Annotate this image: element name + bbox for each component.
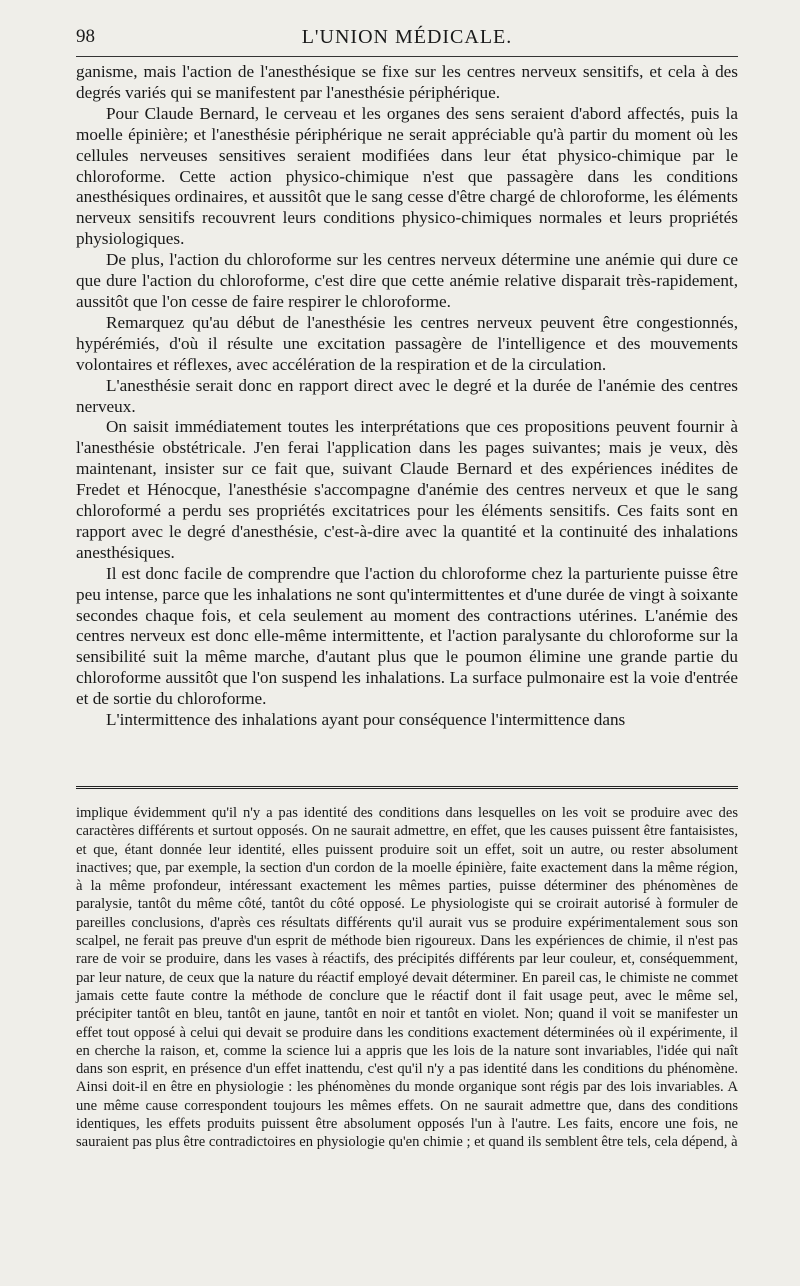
paragraph: L'anesthésie serait donc en rapport direct avec le degré et la durée de l'anémie des centres nerveux.: [76, 375, 738, 416]
header-rule: [76, 56, 738, 57]
paragraph: Remarquez qu'au début de l'anesthésie les centres nerveux peuvent être congestionnés, hypérémiés, d'où il résulte une excitation passagère de l'intelligence et des mouvements volontaires et réflexes, avec accélération de la respiration et de la circulation.: [76, 312, 738, 374]
paragraph: On saisit immédiatement toutes les interprétations que ces propositions peuvent fournir à l'anesthésie obstétricale. J'en ferai l'application dans les pages suivantes; mais je veux, dès maintenant, insister sur ce fait que, suivant Claude Bernard et des expériences inédites de Fredet et Hénocque, l'anesthésie s'accompagne d'anémie des centres nerveux et que le sang chloroformé a perdu ses propriétés excitatrices pour les éléments sensitifs. Ces faits sont en rapport avec le degré d'anesthésie, c'est-à-dire avec la quantité et la continuité des inhalations anesthésiques.: [76, 417, 738, 562]
main-text: [76, 62, 738, 731]
paragraph: Il est donc facile de comprendre que l'action du chloroforme chez la parturiente puisse être peu intense, parce que les inhalations ne sont qu'intermittentes et d'une durée de vingt à soixante secondes chaque fois, et cela seulement au moment des contractions utérines. L'anémie des centres nerveux est donc elle-même intermittente, et l'action paralysante du chloroforme sur la sensibilité suit la même marche, d'autant plus que le poumon élimine une grande partie du chloroforme aussitôt que l'on suspend les inhalations. La surface pulmonaire est la voie d'entrée et de sortie du chloroforme.: [76, 563, 738, 709]
footnote-text: implique évidemment qu'il n'y a pas identité des conditions dans lesquelles on les voit se produire avec des caractères différents et surtout opposés. On ne saurait admettre, en effet, que les causes puissent être fantaisistes, et que, étant donnée leur identité, elles puissent produire soit un effet, soit un autre, ou rester absolument inactives; que, par exemple, la section d'un cordon de la moelle épinière, faite exactement dans la même région, à la même profondeur, intéressant exactement les mêmes parties, puisse déterminer des phénomènes de paralysie, tantôt du même côté, tantôt du côté opposé. Le physiologiste qui se croirait autorisé à formuler de pareilles conclusions, d'après ces résultats différents qu'il aurait vus se produire expérimentalement sous son scalpel, ne ferait pas preuve d'un esprit de méthode bien rigoureux. Dans les expériences de chimie, il n'est pas rare de voir se produire, dans les vases à réactifs, des précipités différents par leur couleur, et, conséquemment, par leur nature, de ceux que la nature du réactif employé devait déterminer. En pareil cas, le chimiste ne commet jamais cette faute contre la méthode de conclure que le réactif dont il fait usage peut, avec le même sel, précipiter tantôt en bleu, tantôt en jaune, tantôt en noir et tantôt en violet. Non; quand il voit se manifester un effet tout opposé à celui qui devait se produire dans les conditions exactement déterminées où il expérimente, il en cherche la raison, et, comme la science lui a appris que les lois de la nature sont invariables, l'idée qui naît dans son esprit, en présence d'un effet inattendu, c'est qu'il n'y a pas identité dans les conditions du phénomène. Ainsi doit-il en être en physiologie : les phénomènes du monde organique sont régis par des lois invariables. A une même cause correspondent toujours les mêmes effets. On ne saurait admettre que, dans des conditions identiques, les effets produits puissent être absolument opposés l'un à l'autre. Les faits, encore une fois, ne sauraient pas plus être contradictoires en physiologie qu'en chimie ; et quand ils semblent être tels, cela dépend, à: [76, 805, 738, 1151]
paragraph: ganisme, mais l'action de l'anesthésique se fixe sur les centres nerveux sensitifs, et cela à des degrés variés qui se manifestent par l'anesthésie périphérique.: [76, 62, 738, 102]
paragraph: Pour Claude Bernard, le cerveau et les organes des sens seraient d'abord affectés, puis la moelle épinière; et l'anesthésie périphérique ne serait appréciable qu'à partir du moment où les cellules nerveuses sensitives seraient modifiées dans leur état physico-chimique par le chloroforme. Cette action physico-chimique n'est que passagère dans les conditions anesthésiques ordinaires, et aussitôt que le sang cesse d'être chargé de chloroforme, les éléments nerveux sensitifs recouvrent leurs conditions physico-chimiques normales et leurs propriétés physiologiques.: [76, 103, 738, 249]
paragraph: L'intermittence des inhalations ayant pour conséquence l'intermittence dans: [106, 710, 626, 730]
paragraph: De plus, l'action du chloroforme sur les centres nerveux détermine une anémie qui dure ce que dure l'action du chloroforme, c'est dire que cette anémie relative disparait très-rapidement, aussitôt que l'on cesse de faire respirer le chloroforme.: [76, 250, 738, 311]
journal-title: L'UNION MÉDICALE.: [301, 26, 513, 48]
page-number: 98: [76, 26, 95, 47]
running-head: [76, 26, 738, 50]
footnote-rule: [76, 786, 738, 792]
footnote: [76, 804, 738, 1152]
